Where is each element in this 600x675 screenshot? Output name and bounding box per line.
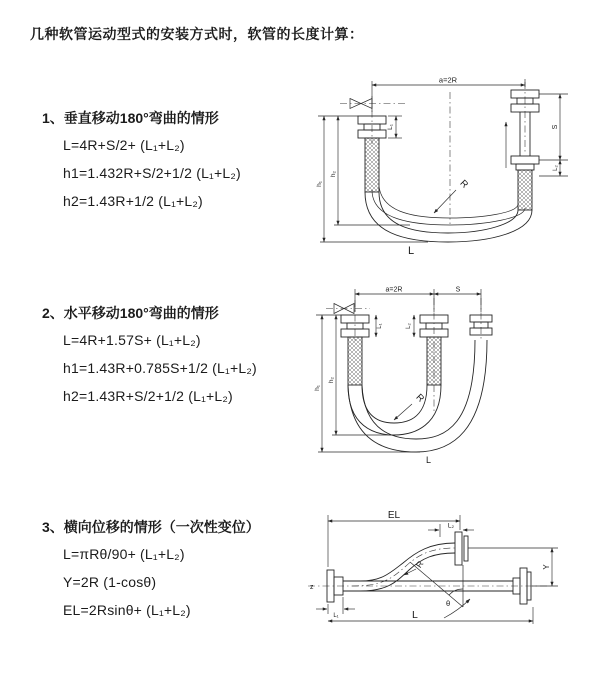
- dim-s-label: S: [455, 286, 461, 294]
- dim-l1-label: L₁: [333, 613, 339, 619]
- centerline-mark: z: [310, 584, 314, 591]
- section3-formula-Y: Y=2R (1-cosθ): [63, 574, 157, 590]
- section3-heading: 3、横向位移的情形（一次性变位）: [42, 519, 260, 535]
- dim-s: [539, 94, 568, 176]
- diagram-vertical-180: [310, 72, 590, 262]
- dim-l1-label: L₁: [387, 124, 394, 130]
- section2-formula-L: L=4R+1.57S+ (L₁+L₂): [63, 332, 201, 348]
- section2-formula-h2: h2=1.43R+S/2+1/2 (L₁+L₂): [63, 388, 233, 404]
- dim-l1-label: L₁: [377, 323, 383, 329]
- section3-formula-L: L=πRθ/90+ (L₁+L₂): [63, 546, 185, 562]
- dim-l2-label: L₂: [553, 165, 559, 171]
- hose-arcs: [365, 186, 532, 242]
- dim-s-label: S: [552, 124, 559, 130]
- dim-l2: [428, 523, 474, 538]
- dim-a2r: [372, 76, 525, 113]
- dim-l: [328, 607, 533, 624]
- radius-text: R: [413, 391, 427, 405]
- dim-l2: [406, 315, 414, 337]
- section1-formula-L: L=4R+S/2+ (L₁+L₂): [63, 137, 185, 153]
- section1-formula-h1: h1=1.432R+S/2+1/2 (L₁+L₂): [63, 165, 241, 181]
- section3-formula-EL: EL=2Rsinθ+ (L₁+L₂): [63, 602, 191, 618]
- radius-text: R: [413, 558, 426, 570]
- length-label: L: [412, 609, 418, 621]
- valve-icon: [350, 99, 372, 109]
- diagram-horizontal-180: [310, 282, 590, 472]
- dim-el-label: EL: [387, 510, 401, 521]
- dim-h2-label: h₂: [328, 376, 335, 384]
- page-title: 几种软管运动型式的安装方式时，软管的长度计算：: [30, 26, 364, 42]
- section1-formula-h2: h2=1.43R+1/2 (L₁+L₂): [63, 193, 203, 209]
- curved-hose: [360, 543, 455, 591]
- dim-h2-label: h₂: [330, 170, 337, 178]
- radius-text: R: [457, 177, 471, 191]
- upper-right-flange: [455, 532, 468, 565]
- centerlines: [308, 548, 548, 586]
- dim-el: [328, 510, 460, 567]
- dim-a2r-label: a=2R: [385, 286, 403, 294]
- dim-h1-label: h₁: [314, 385, 321, 391]
- dim-a2r-label: a=2R: [438, 75, 458, 85]
- length-label: L: [426, 455, 432, 465]
- dim-l1: [387, 116, 402, 138]
- dim-l2-label: L₂: [406, 323, 412, 329]
- radius-label: [394, 392, 426, 420]
- dim-l1: [376, 315, 383, 337]
- section2-heading: 2、水平移动180°弯曲的情形: [42, 305, 219, 321]
- dim-h1-label: h₁: [316, 181, 323, 187]
- section1-heading: 1、垂直移动180°弯曲的情形: [42, 110, 219, 126]
- section2-formula-h1: h1=1.43R+0.785S+1/2 (L₁+L₂): [63, 360, 257, 376]
- theta-construction: [410, 562, 470, 618]
- diagram-lateral-displacement: [300, 507, 590, 647]
- length-label: L: [408, 245, 415, 257]
- theta-label: θ: [446, 599, 451, 608]
- dim-l2-label: L₂: [447, 522, 455, 530]
- radius-label: [434, 178, 470, 213]
- dim-l1: [316, 597, 355, 619]
- dim-y-label: Y: [542, 564, 551, 570]
- middle-connector: [420, 315, 448, 385]
- dim-a2r: [355, 287, 481, 313]
